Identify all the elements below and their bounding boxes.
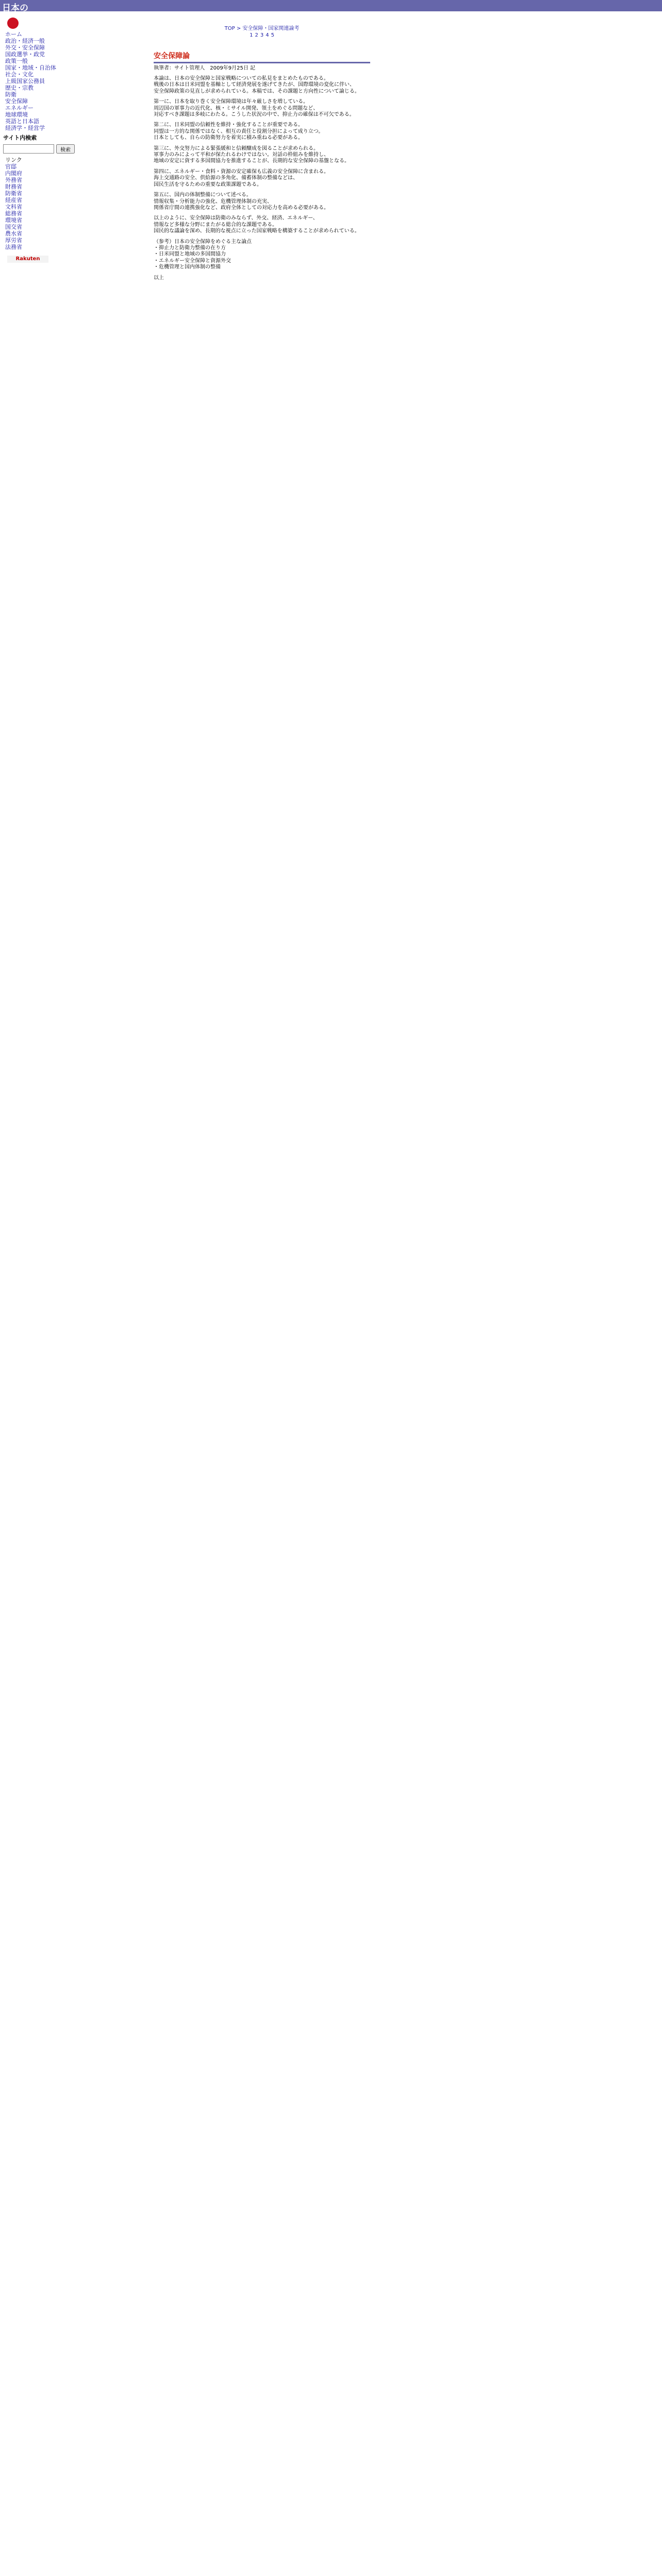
main-content bbox=[154, 11, 370, 281]
page-link[interactable]: 4 bbox=[266, 32, 269, 38]
article-paragraph: 第二に、日米同盟の信頼性を維持・強化することが重要である。 同盟は一方的な関係ではなく、相互の責任と役割分担によって成り立つ。 日本としても、自らの防衛努力を着実に積み重ねる必要がある。 bbox=[154, 122, 324, 141]
page-link[interactable]: 5 bbox=[271, 32, 274, 38]
search-button[interactable]: 検索 bbox=[56, 144, 75, 154]
sidebar-link[interactable]: 厚労省 bbox=[5, 237, 22, 244]
sidebar-link[interactable]: 文科省 bbox=[5, 204, 22, 210]
sidebar-link[interactable]: 内閣府 bbox=[5, 170, 22, 177]
japan-flag-icon bbox=[7, 18, 19, 29]
sidebar-item[interactable]: 政策一般 bbox=[5, 58, 28, 64]
article-paragraph: 第三に、外交努力による緊張緩和と信頼醸成を図ることが求められる。 軍事力のみによって平和が保たれるわけではない。対話の枠組みを維持し、 地域の安定に資する多国間協力を推進することが、長期的な安全保障の基盤となる。 bbox=[154, 145, 350, 164]
article-meta: 執筆者：サイト管理人 2009年9月25日 記 bbox=[154, 65, 256, 71]
sidebar-item[interactable]: 上級国家公務員 bbox=[5, 78, 45, 84]
sidebar-links bbox=[0, 157, 82, 250]
sidebar-link[interactable]: 経産省 bbox=[5, 197, 22, 204]
sidebar-item[interactable]: 政治・経済一般 bbox=[5, 38, 45, 44]
sidebar-item[interactable]: 安全保障 bbox=[5, 98, 28, 105]
sidebar-link[interactable]: 農水省 bbox=[5, 230, 22, 237]
sidebar-item[interactable]: エネルギー bbox=[5, 105, 34, 111]
breadcrumb[interactable]: TOP > 安全保障・国家関連論考 bbox=[224, 26, 300, 31]
title-divider bbox=[154, 62, 370, 63]
sidebar-item[interactable]: 国政選挙・政党 bbox=[5, 51, 45, 58]
sidebar-link[interactable]: 国交省 bbox=[5, 224, 22, 230]
sidebar-item[interactable]: ホーム bbox=[5, 31, 22, 38]
article-paragraph: 以上のように、安全保障は防衛のみならず、外交、経済、エネルギー、 情報など多様な分野にまたがる総合的な課題である。 国民的な議論を深め、長期的な視点に立った国家戦略を構築することが求められている。 bbox=[154, 215, 360, 234]
site-title[interactable]: 日本の bbox=[2, 3, 28, 13]
sidebar bbox=[0, 31, 82, 263]
links-heading: リンク bbox=[5, 157, 22, 163]
article-paragraph: （参考）日本の安全保障をめぐる主な論点 ・抑止力と防衛力整備の在り方 ・日米同盟と地域の多国間協力 ・エネルギー安全保障と資源外交 ・危機管理と国内体制の整備 bbox=[154, 239, 252, 270]
article-paragraph: 本論は、日本の安全保障と国家戦略についての私見をまとめたものである。 戦後の日本は日米同盟を基軸として経済発展を遂げてきたが、国際環境の変化に伴い、 安全保障政策の見直しが求められている。本稿では、その課題と方向性について論じる。 bbox=[154, 76, 360, 94]
article-paragraph: 以上 bbox=[154, 275, 164, 281]
page-link[interactable]: 2 bbox=[255, 32, 258, 38]
search-input[interactable] bbox=[3, 144, 54, 154]
sidebar-item[interactable]: 地球環境 bbox=[5, 111, 28, 118]
sidebar-item[interactable]: 歴史・宗教 bbox=[5, 84, 34, 91]
search-row bbox=[3, 144, 82, 154]
article-body bbox=[154, 76, 370, 281]
article-paragraph: 第五に、国内の体制整備について述べる。 情報収集・分析能力の強化、危機管理体制の充実、 関係省庁間の連携強化など、政府全体としての対応力を高める必要がある。 bbox=[154, 192, 329, 211]
sidebar-nav bbox=[0, 31, 82, 131]
sidebar-link[interactable]: 外務省 bbox=[5, 177, 22, 183]
sidebar-link[interactable]: 総務省 bbox=[5, 210, 22, 217]
header-bar bbox=[0, 0, 662, 11]
sidebar-item[interactable]: 経済学・経営学 bbox=[5, 125, 45, 131]
rakuten-ad[interactable]: Rakuten bbox=[7, 256, 48, 263]
page-link[interactable]: 3 bbox=[260, 32, 264, 38]
article-title: 安全保障論 bbox=[154, 52, 190, 60]
sidebar-item[interactable]: 外交・安全保障 bbox=[5, 44, 45, 51]
article-paragraph: 第一に、日本を取り巻く安全保障環境は年々厳しさを増している。 周辺国の軍事力の近代化、核・ミサイル開発、領土をめぐる問題など、 対応すべき課題は多岐にわたる。こうした状況の中で、抑止力の確保は不可欠である。 bbox=[154, 99, 355, 118]
sidebar-item[interactable]: 英語と日本語 bbox=[5, 118, 39, 125]
sidebar-link[interactable]: 環境省 bbox=[5, 217, 22, 224]
sidebar-item[interactable]: 社会・文化 bbox=[5, 71, 34, 78]
page-link[interactable]: 1 bbox=[250, 32, 253, 38]
pager bbox=[154, 32, 370, 38]
sidebar-link[interactable]: 防衛省 bbox=[5, 190, 22, 197]
sidebar-link[interactable]: 財務省 bbox=[5, 183, 22, 190]
sidebar-link[interactable]: 官邸 bbox=[5, 163, 16, 170]
sidebar-item[interactable]: 防衛 bbox=[5, 91, 16, 98]
sidebar-link[interactable]: 法務省 bbox=[5, 244, 22, 250]
sidebar-item[interactable]: 国家・地域・自治体 bbox=[5, 64, 56, 71]
article-paragraph: 第四に、エネルギー・食料・資源の安定確保も広義の安全保障に含まれる。 海上交通路の安全、供給源の多角化、備蓄体制の整備などは、 国民生活を守るための重要な政策課題である。 bbox=[154, 168, 329, 188]
search-heading: サイト内検索 bbox=[3, 134, 37, 141]
